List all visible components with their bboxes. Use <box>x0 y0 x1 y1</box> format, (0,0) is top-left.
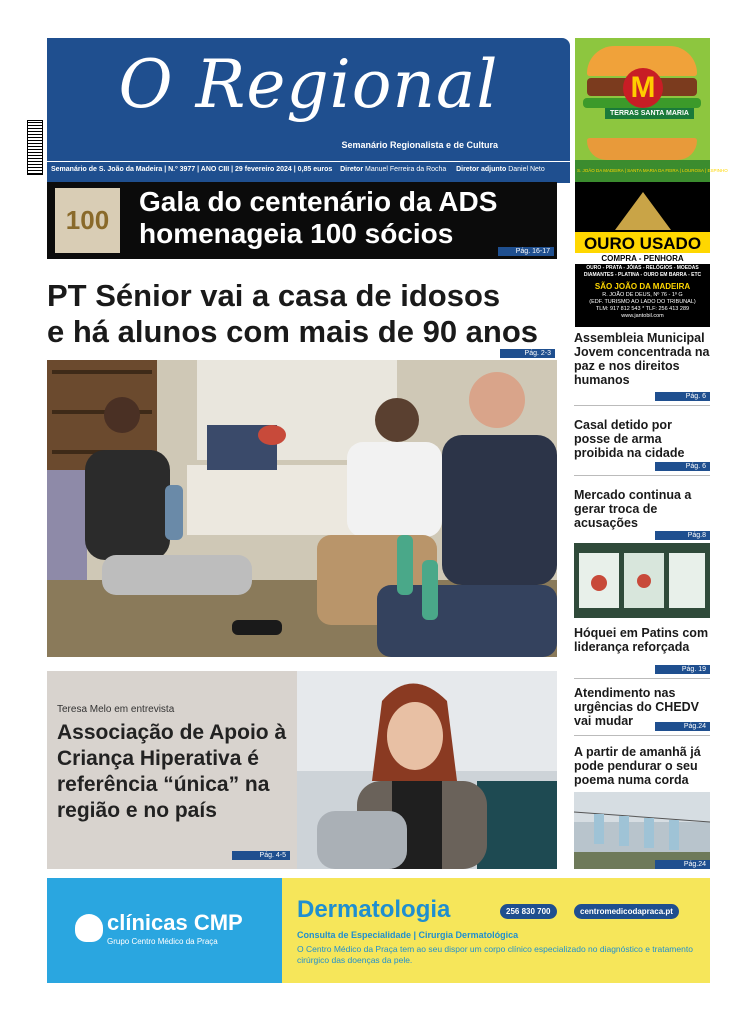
sidebar-page-ref-6: Pág.24 <box>655 860 710 869</box>
clinicas-sub: Grupo Centro Médico da Praça <box>107 937 218 946</box>
market-photo[interactable] <box>574 543 710 618</box>
newspaper-logo[interactable]: O Regional <box>118 46 499 123</box>
mcdonalds-logo-icon: M <box>623 68 663 108</box>
divider <box>574 678 710 679</box>
ouro-address-line2: (EDF. TURISMO AO LADO DO TRIBUNAL) <box>589 299 696 305</box>
info-bar <box>47 161 570 179</box>
main-page-ref: Pág. 2-3 <box>500 349 555 358</box>
poem-photo[interactable] <box>574 792 710 869</box>
gala-title: Gala do centenário da ADS homenageia 100 sócios <box>139 186 498 249</box>
sidebar-page-ref-5: Pág.24 <box>655 722 710 731</box>
barcode <box>27 120 43 175</box>
derm-description: O Centro Médico da Praça tem ao seu dispor um corpo clínico especializado no diagnóstico e tratamento cirúrgico das doenças da pele. <box>297 944 693 965</box>
ouro-address-line: R. JOÃO DE DEUS, Nº 76 - 1º G <box>602 292 683 298</box>
dermatologia-ad[interactable] <box>282 878 710 983</box>
director-name: Manuel Ferreira da Rocha <box>365 166 447 173</box>
interview-photo-illustration <box>297 671 557 869</box>
mcdonalds-locations: S. JOÃO DA MADEIRA | SANTA MARIA DA FEIRA | LOUROSA | ESPINHO <box>575 160 710 183</box>
divider <box>574 475 710 476</box>
masthead <box>47 38 570 183</box>
ouro-usado-ad[interactable] <box>575 182 710 327</box>
ouro-web[interactable]: www.jantobil.com <box>621 313 664 319</box>
sidebar-page-ref-2: Pág. 6 <box>655 462 710 471</box>
pyramid-icon <box>615 192 671 230</box>
deputy-name: Daniel Neto <box>508 166 545 173</box>
sidebar-story-4[interactable]: Hóquei em Patins com liderança reforçada <box>574 626 709 654</box>
ouro-address <box>575 292 710 320</box>
heart-icon <box>75 914 103 942</box>
sidebar-story-5[interactable]: Atendimento nas urgências do CHEDV vai mudar <box>574 686 700 728</box>
director-label: Diretor <box>340 166 364 173</box>
derm-subtitle: Consulta de Especialidade | Cirurgia Dermatológica <box>297 930 519 940</box>
ouro-phones: TLM: 917 812 543 * TLF: 256 413 289 <box>595 306 690 312</box>
derm-website[interactable]: centromedicodapraca.pt <box>574 904 679 919</box>
interview-box[interactable] <box>47 671 297 869</box>
ouro-subtitle: COMPRA - PENHORA <box>575 253 710 264</box>
sidebar-page-ref-1: Pág. 6 <box>655 392 710 401</box>
sidebar-page-ref-3: Pág.8 <box>655 531 710 540</box>
clinicas-cmp-ad[interactable] <box>47 878 282 983</box>
clinicas-brand: clínicas CMP <box>107 910 243 935</box>
ouro-items: OURO - PRATA - JÓIAS - RELÓGIOS - MOEDAS DIAMANTES - PLATINA - OURO EM BARRA - ETC <box>583 265 702 278</box>
sidebar-story-3[interactable]: Mercado continua a gerar troca de acusações <box>574 488 692 530</box>
derm-title: Dermatologia <box>297 896 451 923</box>
sidebar-story-6[interactable]: A partir de amanhã já pode pendurar o seu poema numa corda <box>574 745 701 787</box>
sidebar-story-1[interactable]: Assembleia Municipal Jovem concentrada na paz e nos direitos humanos <box>574 331 710 387</box>
derm-phone[interactable]: 256 830 700 <box>500 904 557 919</box>
poem-photo-illustration <box>574 792 710 869</box>
main-photo[interactable] <box>47 360 557 657</box>
issue-info: Semanário de S. João da Madeira | N.º 3977 | ANO CIII | 29 fevereiro 2024 | 0,85 euros <box>51 166 333 173</box>
main-headline[interactable] <box>47 278 567 350</box>
gala-page-ref: Pág. 16-17 <box>498 247 554 256</box>
sidebar-page-ref-4: Pág. 19 <box>655 665 710 674</box>
interview-photo[interactable] <box>297 671 557 869</box>
headline-line-2: e há alunos com mais de 90 anos <box>47 314 539 349</box>
burger-bun-bottom <box>587 138 697 160</box>
main-photo-illustration <box>47 360 557 657</box>
headline-line-1: PT Sénior vai a casa de idosos <box>47 278 501 313</box>
interview-kicker: Teresa Melo em entrevista <box>57 704 175 715</box>
ouro-city: SÃO JOÃO DA MADEIRA <box>594 282 691 291</box>
divider <box>574 405 710 406</box>
ads-centenary-logo: 100 <box>55 188 120 253</box>
market-photo-illustration <box>574 543 710 618</box>
interview-page-ref: Pág. 4-5 <box>232 851 290 860</box>
interview-title: Associação de Apoio à Criança Hiperativa é referência “única” na região e no país <box>57 721 287 822</box>
sidebar-story-2[interactable]: Casal detido por posse de arma proibida na cidade <box>574 418 685 460</box>
gala-banner[interactable] <box>47 182 557 259</box>
ouro-title: OURO USADO <box>575 232 710 256</box>
divider <box>574 735 710 736</box>
tagline: Semanário Regionalista e de Cultura <box>341 140 498 150</box>
mcdonalds-label: TERRAS SANTA MARIA <box>605 108 694 119</box>
deputy-label: Diretor adjunto <box>456 166 507 173</box>
